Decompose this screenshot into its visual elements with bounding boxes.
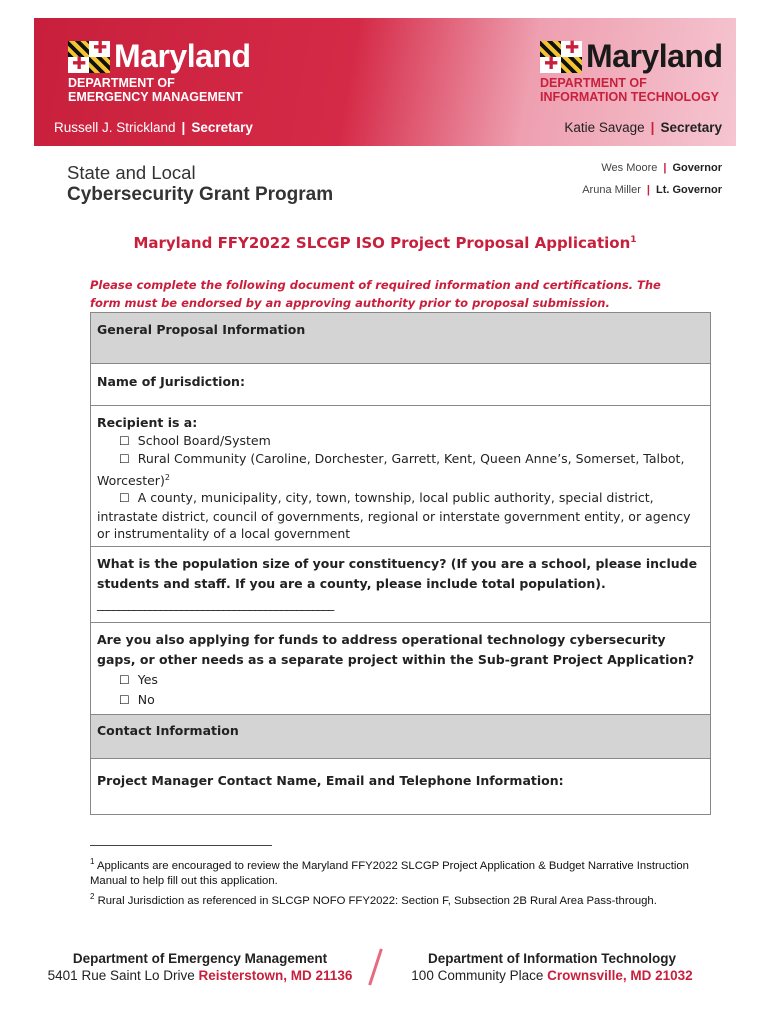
footnote-1: $^1$ Applicants are encouraged to review the Maryland FFY2022 SLCGP Project Application & Budget Narrative Instruction Manual to help fill out this application.: [90, 857, 689, 887]
checkbox-icon[interactable]: ☐: [119, 693, 130, 707]
section-contact-information: Contact Information: [90, 715, 711, 759]
footer-mdem: [40, 950, 360, 984]
recipient-option-school[interactable]: ☐ School Board/System: [119, 432, 271, 448]
ot-funding-field: [90, 623, 711, 715]
recipient-field: [90, 406, 711, 547]
project-manager-field[interactable]: [90, 759, 711, 815]
doit-logo: [540, 38, 722, 75]
footer-divider: [368, 948, 383, 985]
jurisdiction-field[interactable]: [90, 364, 711, 406]
section-general-proposal: General Proposal Information: [90, 312, 711, 364]
checkbox-icon[interactable]: ☐: [119, 452, 130, 466]
project-manager-label: Project Manager Contact Name, Email and Telephone Information:: [97, 773, 564, 788]
footer-doit: [398, 950, 706, 984]
population-question: What is the population size of your constituency? (If you are a school, please include students and staff. If you are a county, please include total population).: [97, 556, 698, 591]
checkbox-icon[interactable]: ☐: [119, 433, 130, 448]
footer-doit-city: Crownsville, MD 21032: [547, 968, 693, 983]
doit-department: DEPARTMENT OF INFORMATION TECHNOLOGY: [540, 76, 719, 104]
footnote-2: $^2$ Rural Jurisdiction as referenced in SLCGP NOFO FFY2022: Section F, Subsection 2B Rural Area Pass-through.: [90, 891, 657, 907]
population-field[interactable]: [90, 547, 711, 623]
intro-instructions: Please complete the following document of required information and certifications. The form must be endorsed by an approving authority prior to proposal submission.: [90, 278, 661, 310]
footer-mdem-city: Reisterstown, MD 21136: [198, 968, 353, 983]
proposal-form: [90, 312, 711, 815]
mdem-secretary-name: Russell J. Strickland: [54, 120, 176, 135]
jurisdiction-label: Name of Jurisdiction:: [97, 374, 245, 389]
doit-secretary-title: Secretary: [660, 120, 722, 135]
footer-doit-name: Department of Information Technology: [427, 951, 676, 966]
footnote-divider: [90, 845, 272, 846]
doit-secretary: Katie Savage | Secretary: [564, 120, 722, 135]
program-line-2: Cybersecurity Grant Program: [67, 184, 334, 205]
maryland-flag-icon: [540, 41, 582, 73]
mdem-secretary-title: Secretary: [191, 120, 253, 135]
ot-option-yes[interactable]: ☐ Yes: [119, 672, 158, 687]
footer-mdem-name: Department of Emergency Management: [72, 951, 328, 966]
recipient-label: Recipient is a:: [97, 415, 198, 430]
footnotes: [90, 854, 690, 909]
lt-governor-line: Aruna Miller | Lt. Governor: [582, 184, 722, 196]
mdem-brand-word: Maryland: [114, 38, 251, 74]
checkbox-icon[interactable]: ☐: [119, 673, 130, 687]
document-title: Maryland FFY2022 SLCGP ISO Project Proposal Application$^1$: [133, 234, 637, 252]
doit-brand-word: Maryland: [586, 38, 723, 74]
population-blank-line[interactable]: _____________________________________________: [97, 596, 334, 611]
ot-funding-question: Are you also applying for funds to address operational technology cybersecurity gaps, or other needs as a separate project within the Sub-grant Project Application?: [97, 632, 695, 667]
mdem-secretary: Russell J. Strickland | Secretary: [54, 120, 253, 135]
header-banner: [34, 18, 736, 146]
mdem-logo: [68, 38, 250, 75]
ot-option-no[interactable]: ☐ No: [119, 692, 155, 707]
mdem-department: DEPARTMENT OF EMERGENCY MANAGEMENT: [68, 76, 243, 104]
governor-line: Wes Moore | Governor: [601, 162, 722, 174]
recipient-option-local-government[interactable]: ☐ A county, municipality, city, town, township, local public authority, special district, intrastate district, council of governments, regional or interstate government entity, or agency or instrumentality of a local government: [97, 490, 691, 542]
program-line-1: State and Local: [67, 162, 196, 183]
checkbox-icon[interactable]: ☐: [119, 491, 130, 506]
footer-doit-address: 100 Community Place: [411, 968, 544, 983]
recipient-option-rural[interactable]: ☐ Rural Community (Caroline, Dorchester, Garrett, Kent, Queen Anne’s, Somerset, Talbot, Worcester)$^2$: [97, 451, 685, 488]
maryland-flag-icon: [68, 41, 110, 73]
footer-mdem-address: 5401 Rue Saint Lo Drive: [47, 968, 195, 983]
program-name: [67, 162, 333, 206]
doit-secretary-name: Katie Savage: [564, 120, 645, 135]
